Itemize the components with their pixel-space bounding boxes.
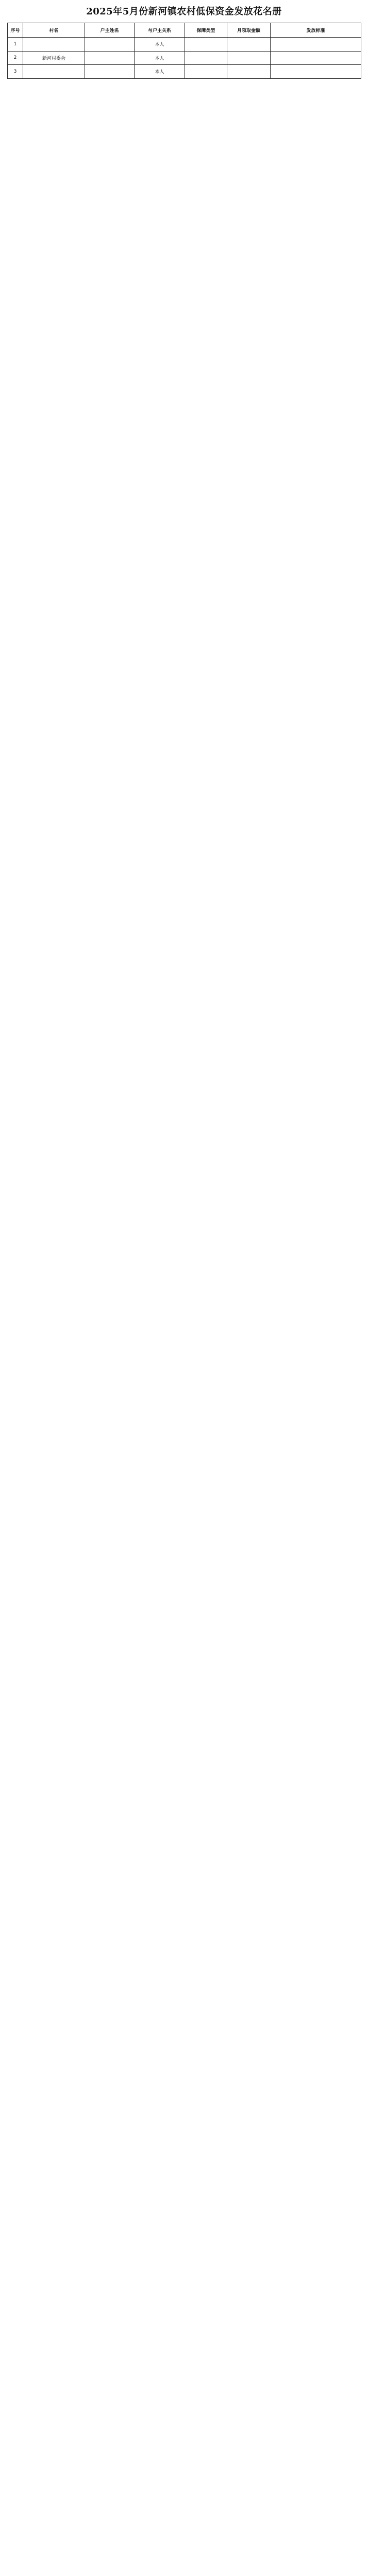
header-row — [8, 23, 361, 38]
cell-householder — [85, 65, 135, 79]
header-householder: 户主姓名 — [85, 23, 135, 38]
cell-relation: 本人 — [135, 65, 185, 79]
cell-standard — [271, 51, 361, 65]
table-row — [8, 38, 361, 52]
roster-table — [7, 23, 361, 79]
table-row — [8, 65, 361, 79]
document-title: 2025年5月份新河镇农村低保资金发放花名册 — [86, 6, 282, 17]
cell-householder — [85, 51, 135, 65]
cell-relation: 本人 — [135, 38, 185, 52]
cell-index: 2 — [8, 51, 23, 65]
cell-standard — [271, 65, 361, 79]
header-type: 保障类型 — [185, 23, 227, 38]
cell-relation: 本人 — [135, 51, 185, 65]
header-standard: 发放标准 — [271, 23, 361, 38]
header-relation: 与户主关系 — [135, 23, 185, 38]
cell-householder — [85, 38, 135, 52]
roster-body — [8, 38, 361, 79]
cell-type — [185, 65, 227, 79]
cell-amount — [227, 51, 271, 65]
table-row — [8, 51, 361, 65]
cell-village — [23, 38, 85, 52]
cell-village: 新河村委会 — [23, 51, 85, 65]
cell-village — [23, 65, 85, 79]
cell-type — [185, 38, 227, 52]
header-index: 序号 — [8, 23, 23, 38]
cell-amount — [227, 38, 271, 52]
cell-index: 3 — [8, 65, 23, 79]
header-amount: 月领取金额 — [227, 23, 271, 38]
cell-index: 1 — [8, 38, 23, 52]
header-village: 村名 — [23, 23, 85, 38]
cell-type — [185, 51, 227, 65]
cell-standard — [271, 38, 361, 52]
cell-amount — [227, 65, 271, 79]
